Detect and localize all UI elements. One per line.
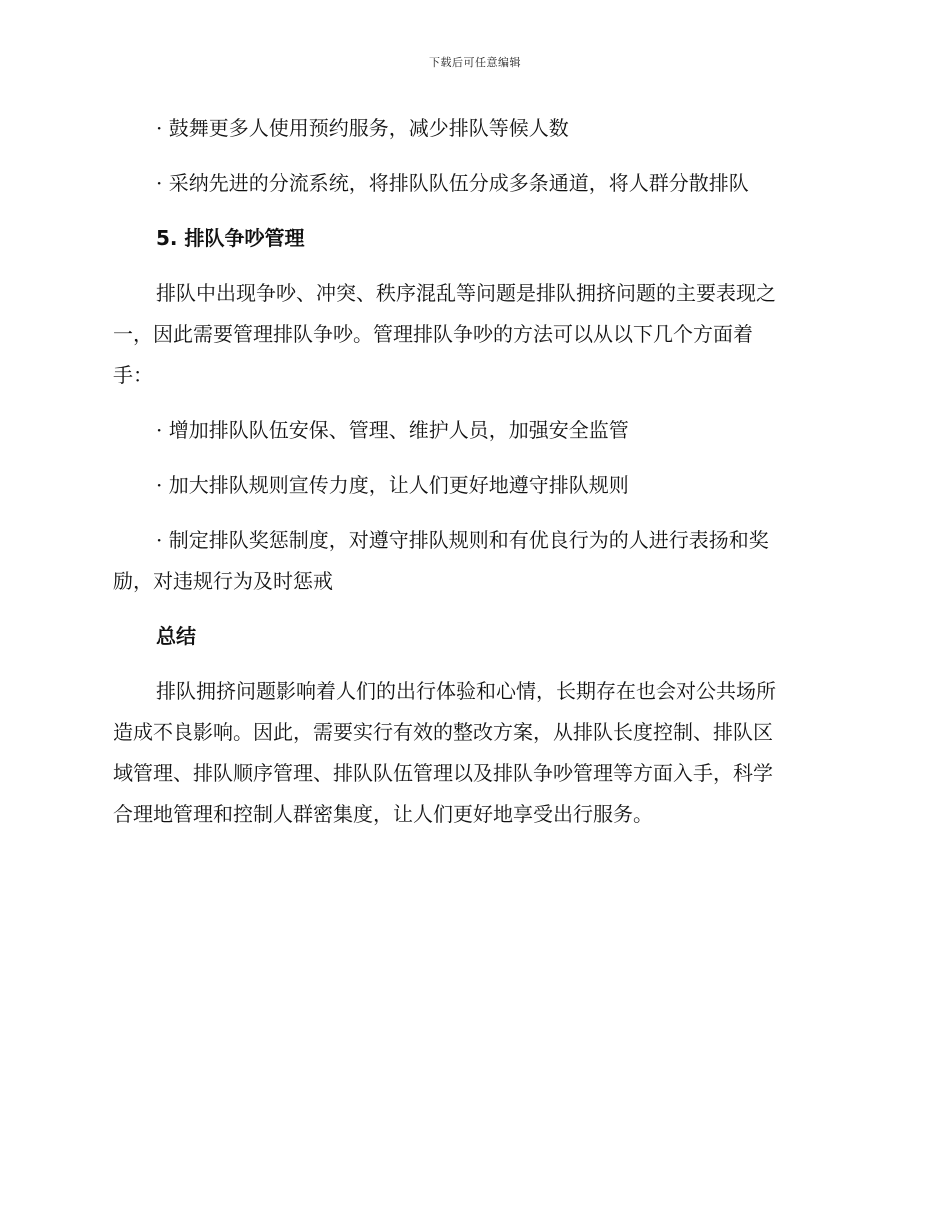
bullet-item bbox=[113, 520, 833, 602]
paragraph-line: 排队中出现争吵、冲突、秩序混乱等问题是排队拥挤问题的主要表现之 bbox=[156, 281, 776, 305]
paragraph-line: 一，因此需要管理排队争吵。管理排队争吵的方法可以从以下几个方面着 bbox=[113, 322, 753, 346]
document-body bbox=[113, 108, 833, 835]
section-heading: 总结 bbox=[156, 624, 196, 648]
paragraph-line: 排队拥挤问题影响着人们的出行体验和心情，长期存在也会对公共场所 bbox=[156, 679, 776, 703]
bullet-item: · 增加排队队伍安保、管理、维护人员，加强安全监管 bbox=[156, 418, 629, 442]
paragraph-line: 造成不良影响。因此，需要实行有效的整改方案，从排队长度控制、排队区 bbox=[113, 720, 773, 744]
paragraph bbox=[113, 671, 833, 835]
bullet-item: · 鼓舞更多人使用预约服务，减少排队等候人数 bbox=[156, 116, 569, 140]
paragraph-line: 域管理、排队顺序管理、排队队伍管理以及排队争吵管理等方面入手，科学 bbox=[113, 761, 773, 785]
section-heading: 5. 排队争吵管理 bbox=[156, 226, 305, 250]
bullet-item: · 加大排队规则宣传力度，让人们更好地遵守排队规则 bbox=[156, 473, 629, 497]
page-header: 下载后可任意编辑 bbox=[429, 56, 521, 69]
paragraph bbox=[113, 273, 833, 396]
bullet-item: · 采纳先进的分流系统，将排队队伍分成多条通道，将人群分散排队 bbox=[156, 171, 749, 195]
paragraph-line: 励，对违规行为及时惩戒 bbox=[113, 569, 333, 593]
paragraph-line: 手： bbox=[113, 363, 153, 387]
paragraph-line: 合理地管理和控制人群密集度，让人们更好地享受出行服务。 bbox=[113, 802, 653, 826]
paragraph-line: · 制定排队奖惩制度，对遵守排队规则和有优良行为的人进行表扬和奖 bbox=[156, 528, 769, 552]
